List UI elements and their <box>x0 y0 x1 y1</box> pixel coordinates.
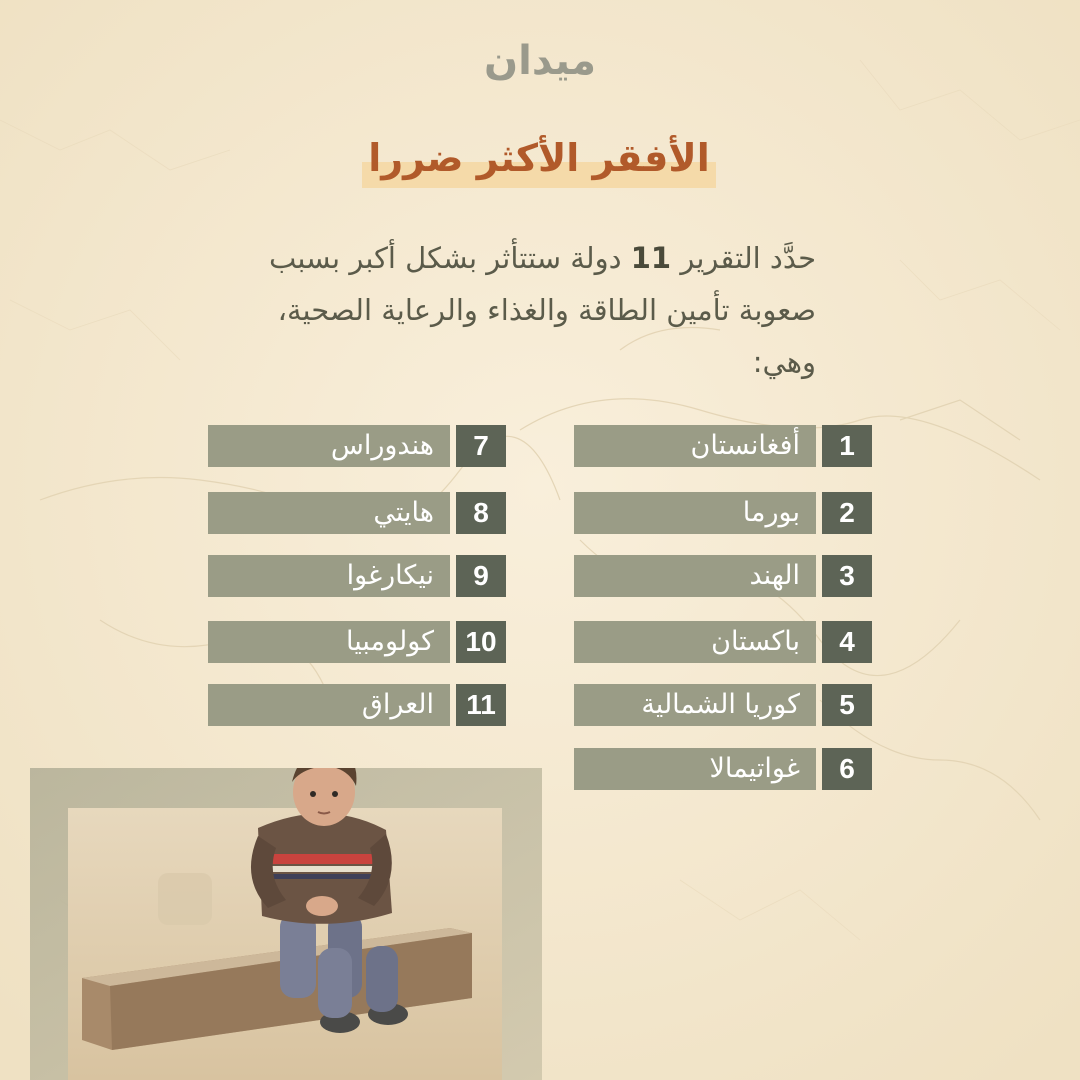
item-country: كولومبيا <box>208 621 450 663</box>
item-country: هايتي <box>208 492 450 534</box>
item-country: نيكارغوا <box>208 555 450 597</box>
item-number: 1 <box>822 425 872 467</box>
item-country: الهند <box>574 555 816 597</box>
intro-paragraph <box>240 232 816 388</box>
intro-number: 11 <box>630 241 672 275</box>
item-number: 3 <box>822 555 872 597</box>
item-number: 2 <box>822 492 872 534</box>
list-item <box>208 425 506 467</box>
brand-logo: ميدان <box>483 38 597 84</box>
item-number: 10 <box>456 621 506 663</box>
list-item <box>208 621 506 663</box>
page-title: الأفقر الأكثر ضررا <box>368 136 710 180</box>
item-number: 4 <box>822 621 872 663</box>
list-item <box>574 425 872 467</box>
list-item <box>208 555 506 597</box>
list-item <box>574 621 872 663</box>
item-number: 9 <box>456 555 506 597</box>
list-item <box>574 684 872 726</box>
item-country: العراق <box>208 684 450 726</box>
list-item <box>208 684 506 726</box>
intro-text-before: حدَّد التقرير <box>671 241 816 275</box>
item-number: 7 <box>456 425 506 467</box>
item-country: بورما <box>574 492 816 534</box>
item-number: 6 <box>822 748 872 790</box>
intro-text-after: دولة ستتأثر بشكل أكبر بسبب صعوبة تأمين الطاقة والغذاء والرعاية الصحية، وهي: <box>268 241 816 379</box>
item-number: 8 <box>456 492 506 534</box>
list-item <box>574 748 872 790</box>
list-item <box>208 492 506 534</box>
title-block <box>362 130 716 188</box>
item-country: غواتيمالا <box>574 748 816 790</box>
item-country: كوريا الشمالية <box>574 684 816 726</box>
item-number: 5 <box>822 684 872 726</box>
child-photo <box>30 768 542 1080</box>
item-country: أفغانستان <box>574 425 816 467</box>
item-country: باكستان <box>574 621 816 663</box>
list-item <box>574 555 872 597</box>
item-country: هندوراس <box>208 425 450 467</box>
item-number: 11 <box>456 684 506 726</box>
list-item <box>574 492 872 534</box>
